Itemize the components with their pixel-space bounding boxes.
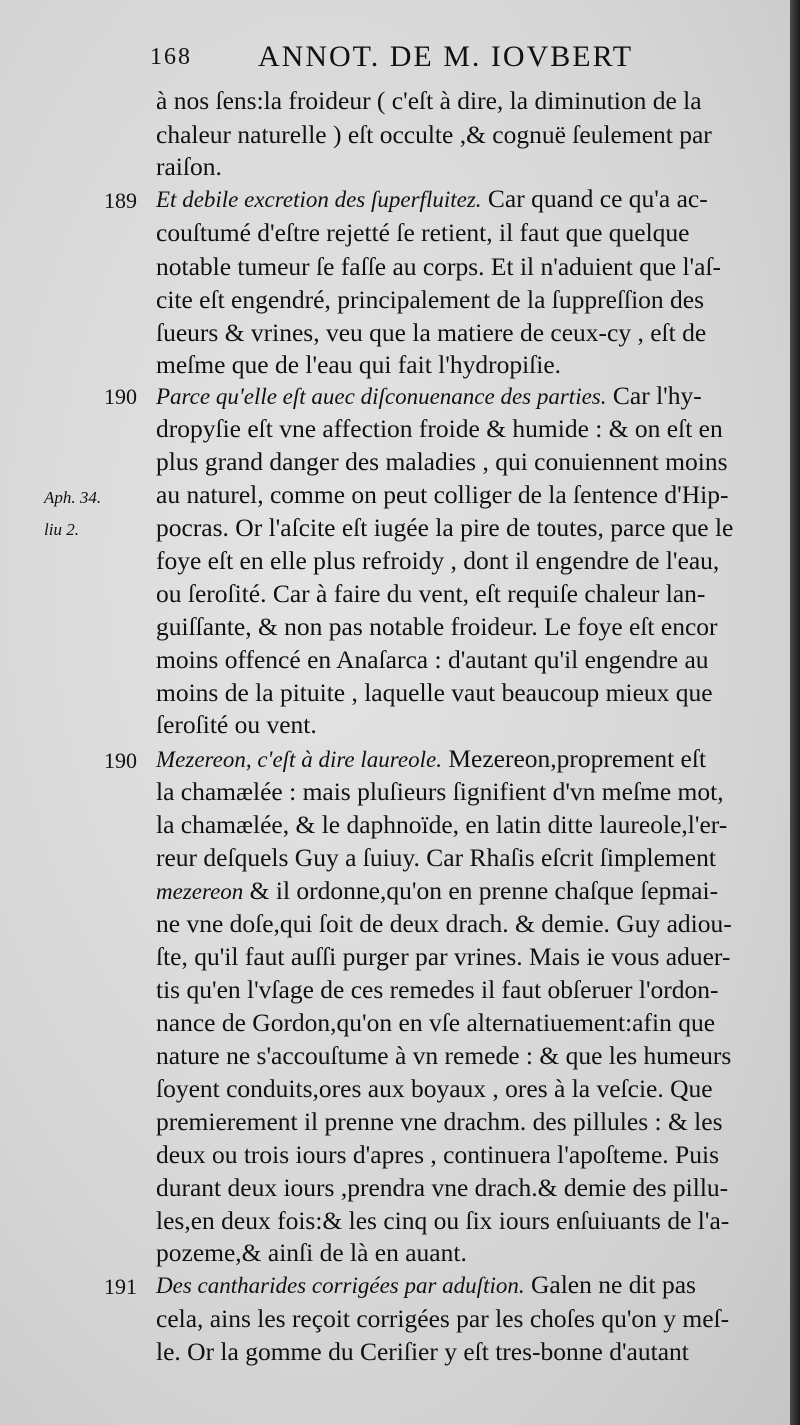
text-line: Parce qu'elle eſt auec diſconuenance des parties. Car l'hy- xyxy=(156,381,702,410)
text-line: pocras. Or l'aſcite eſt iugée la pire de toutes, parce que le xyxy=(156,513,734,542)
text-line: moins offencé en Anaſarca : d'autant qu'il engendre au xyxy=(156,645,709,674)
text-line: la chamælée : mais pluſieurs ſignifient d'vn meſme mot, xyxy=(156,777,724,806)
text-line: ſueurs & vrines, veu que la matiere de ceux-cy , eſt de xyxy=(156,318,707,347)
annotation-number: 191 xyxy=(104,1274,137,1299)
text-line: notable tumeur ſe faſſe au corps. Et il n'aduient que l'aſ- xyxy=(156,252,722,281)
lemma: Des cantharides corrigées par aduſtion. xyxy=(156,1273,525,1298)
text-line: les,en deux fois:& les cinq ou ſix iours enſuiuants de l'a- xyxy=(156,1206,730,1235)
text-line: à nos ſens:la froideur ( c'eſt à dire, la diminution de la xyxy=(156,86,702,115)
text-line: moins de la pituite , laquelle vaut beaucoup mieux que xyxy=(156,678,713,707)
annotation-number: 189 xyxy=(104,188,137,213)
annotation-number: 190 xyxy=(104,748,137,773)
text-line: raiſon. xyxy=(156,152,222,181)
text-line: Mezereon, c'eſt à dire laureole. Mezereon,proprement eſt xyxy=(156,744,707,773)
text-line: le. Or la gomme du Ceriſier y eſt tres-bonne d'autant xyxy=(156,1337,689,1366)
page-number: 168 xyxy=(150,44,192,70)
text-line: reur deſquels Guy a ſuiuy. Car Rhaſis eſcrit ſimplement xyxy=(156,843,716,872)
text-line: chaleur naturelle ) eſt occulte ,& cognuë ſeulement par xyxy=(156,120,712,149)
text-line: nance de Gordon,qu'on en vſe alternatiuement:afin que xyxy=(156,1008,716,1037)
running-title: ANNOT. DE M. IOVBERT xyxy=(258,40,634,73)
lemma: Et debile excretion des ſuperfluitez. xyxy=(156,187,482,212)
margin-note: liu 2. xyxy=(44,520,79,539)
text-line: meſme que de l'eau qui fait l'hydropiſie. xyxy=(156,350,562,379)
text-line: ſeroſité ou vent. xyxy=(156,710,317,739)
text-line: durant deux iours ,prendra vne drach.& demie des pillu- xyxy=(156,1173,729,1202)
text-line: deux ou trois iours d'apres , continuera l'apoſteme. Puis xyxy=(156,1140,719,1169)
text-line: ou ſeroſité. Car à faire du vent, eſt requiſe chaleur lan- xyxy=(156,579,706,608)
text-line: Des cantharides corrigées par aduſtion. Galen ne dit pas xyxy=(156,1270,696,1299)
text-line: au naturel, comme on peut colliger de la ſentence d'Hip- xyxy=(156,480,729,509)
text-line: guiſſante, & non pas notable froideur. Le foye eſt encor xyxy=(156,612,718,641)
text-line: ſoyent conduits,ores aux boyaux , ores à la veſcie. Que xyxy=(156,1074,713,1103)
page-edge-shadow xyxy=(790,0,800,1425)
text-line: dropyſie eſt vne affection froide & humide : & on eſt en xyxy=(156,414,723,443)
lemma: Mezereon, c'eſt à dire laureole. xyxy=(156,747,442,772)
text-line: premierement il prenne vne drachm. des pillules : & les xyxy=(156,1107,723,1136)
text-line: mezereon & il ordonne,qu'on en prenne chaſque ſepmai- xyxy=(156,876,719,905)
text-line: plus grand danger des maladies , qui conuiennent moins xyxy=(156,447,728,476)
text-line: pozeme,& ainſi de là en auant. xyxy=(156,1238,467,1267)
text-line: tis qu'en l'vſage de ces remedes il faut obſeruer l'ordon- xyxy=(156,975,719,1004)
text-line: Et debile excretion des ſuperfluitez. Car quand ce qu'a ac- xyxy=(156,184,708,213)
text-line: nature ne s'accouſtume à vn remede : & que les humeurs xyxy=(156,1041,732,1070)
text-line: cela, ains les reçoit corrigées par les choſes qu'on y meſ- xyxy=(156,1304,730,1333)
lemma: Parce qu'elle eſt auec diſconuenance des parties. xyxy=(156,384,607,409)
annotation-number: 190 xyxy=(104,384,137,409)
text-line: ſte, qu'il faut auſſi purger par vrines. Mais ie vous aduer- xyxy=(156,942,731,971)
text-line: cite eſt engendré, principalement de la ſuppreſſion des xyxy=(156,285,705,314)
text-line: couſtumé d'eſtre rejetté ſe retient, il faut que quelque xyxy=(156,218,690,247)
text-line: ne vne doſe,qui ſoit de deux drach. & demie. Guy adiou- xyxy=(156,909,732,938)
text-line: foye eſt en elle plus refroidy , dont il engendre de l'eau, xyxy=(156,546,720,575)
text-line: la chamælée, & le daphnoïde, en latin ditte laureole,l'er- xyxy=(156,810,728,839)
page-header xyxy=(150,40,700,80)
margin-note: Aph. 34. xyxy=(44,488,102,507)
